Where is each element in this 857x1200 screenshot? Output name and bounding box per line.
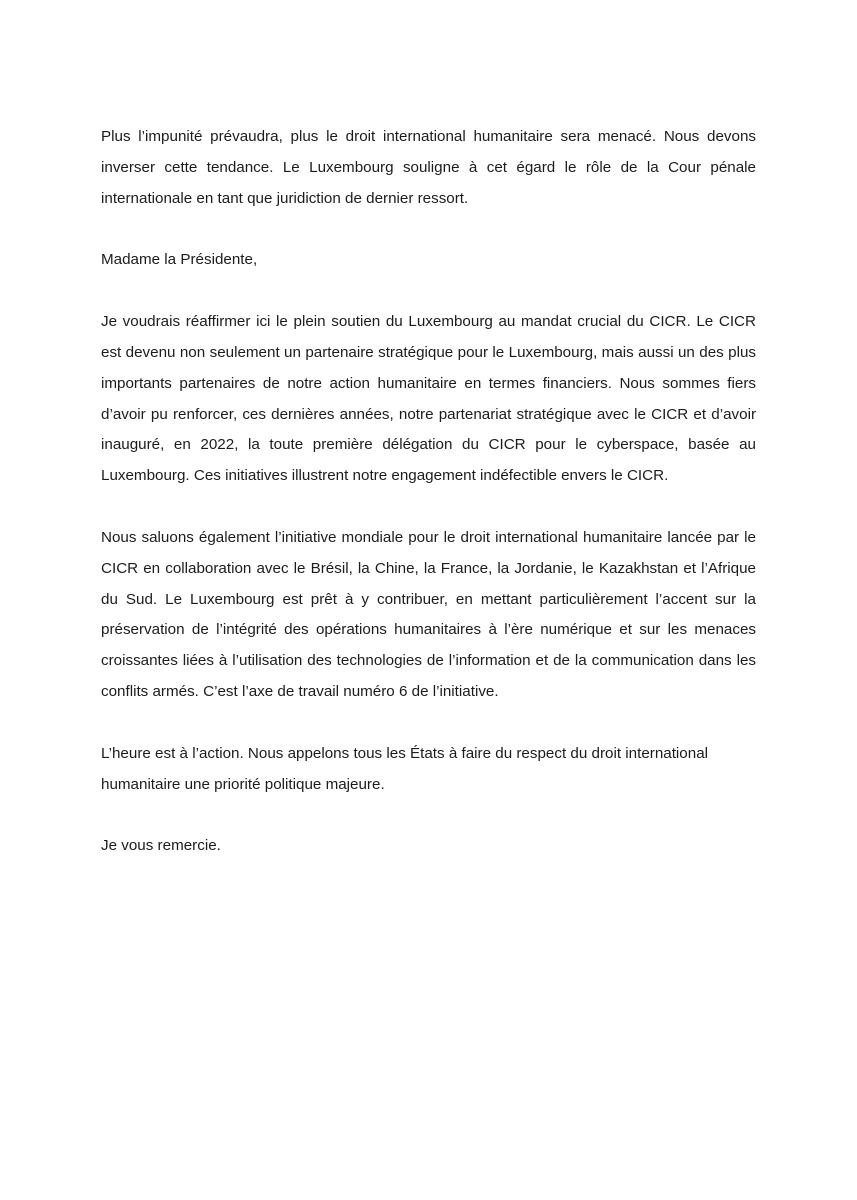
- paragraph-call-to-action: L’heure est à l’action. Nous appelons tous les États à faire du respect du droit international humanitaire une priorité politique majeure.: [101, 744, 709, 793]
- paragraph-cicr-support: Je voudrais réaffirmer ici le plein soutien du Luxembourg au mandat crucial du CICR. Le CICR est devenu non seulement un partenaire stratégique pour le Luxembourg, mais aussi un des plus importants partenaires de notre action humanitaire en termes financiers. Nous sommes fiers d’avoir pu renforcer, ces dernières années, notre partenariat stratégique avec le CICR et d’avoir inauguré, en 2022, la toute première délégation du CICR pour le cyberspace, basée au Luxembourg. Ces initiatives illustrent notre engagement indéfectible envers le CICR.: [101, 313, 756, 485]
- salutation: Madame la Présidente,: [101, 251, 258, 269]
- paragraph-impunity: Plus l’impunité prévaudra, plus le droit international humanitaire sera menacé. Nous devons inverser cette tendance. Le Luxembourg souligne à cet égard le rôle de la Cour pénale internationale en tant que juridiction de dernier ressort.: [101, 128, 756, 207]
- paragraph-global-initiative: Nous saluons également l’initiative mondiale pour le droit international humanitaire lancée par le CICR en collaboration avec le Brésil, la Chine, la France, la Jordanie, le Kazakhstan et l’Afrique du Sud. Le Luxembourg est prêt à y contribuer, en mettant particulièrement l’accent sur la préservation de l’intégrité des opérations humanitaires à l’ère numérique et sur les menaces croissantes liées à l’utilisation des technologies de l’information et de la communication dans les conflits armés. C’est l’axe de travail numéro 6 de l’initiative.: [101, 528, 756, 700]
- closing-thanks: Je vous remercie.: [101, 837, 221, 855]
- document-body: [101, 122, 756, 893]
